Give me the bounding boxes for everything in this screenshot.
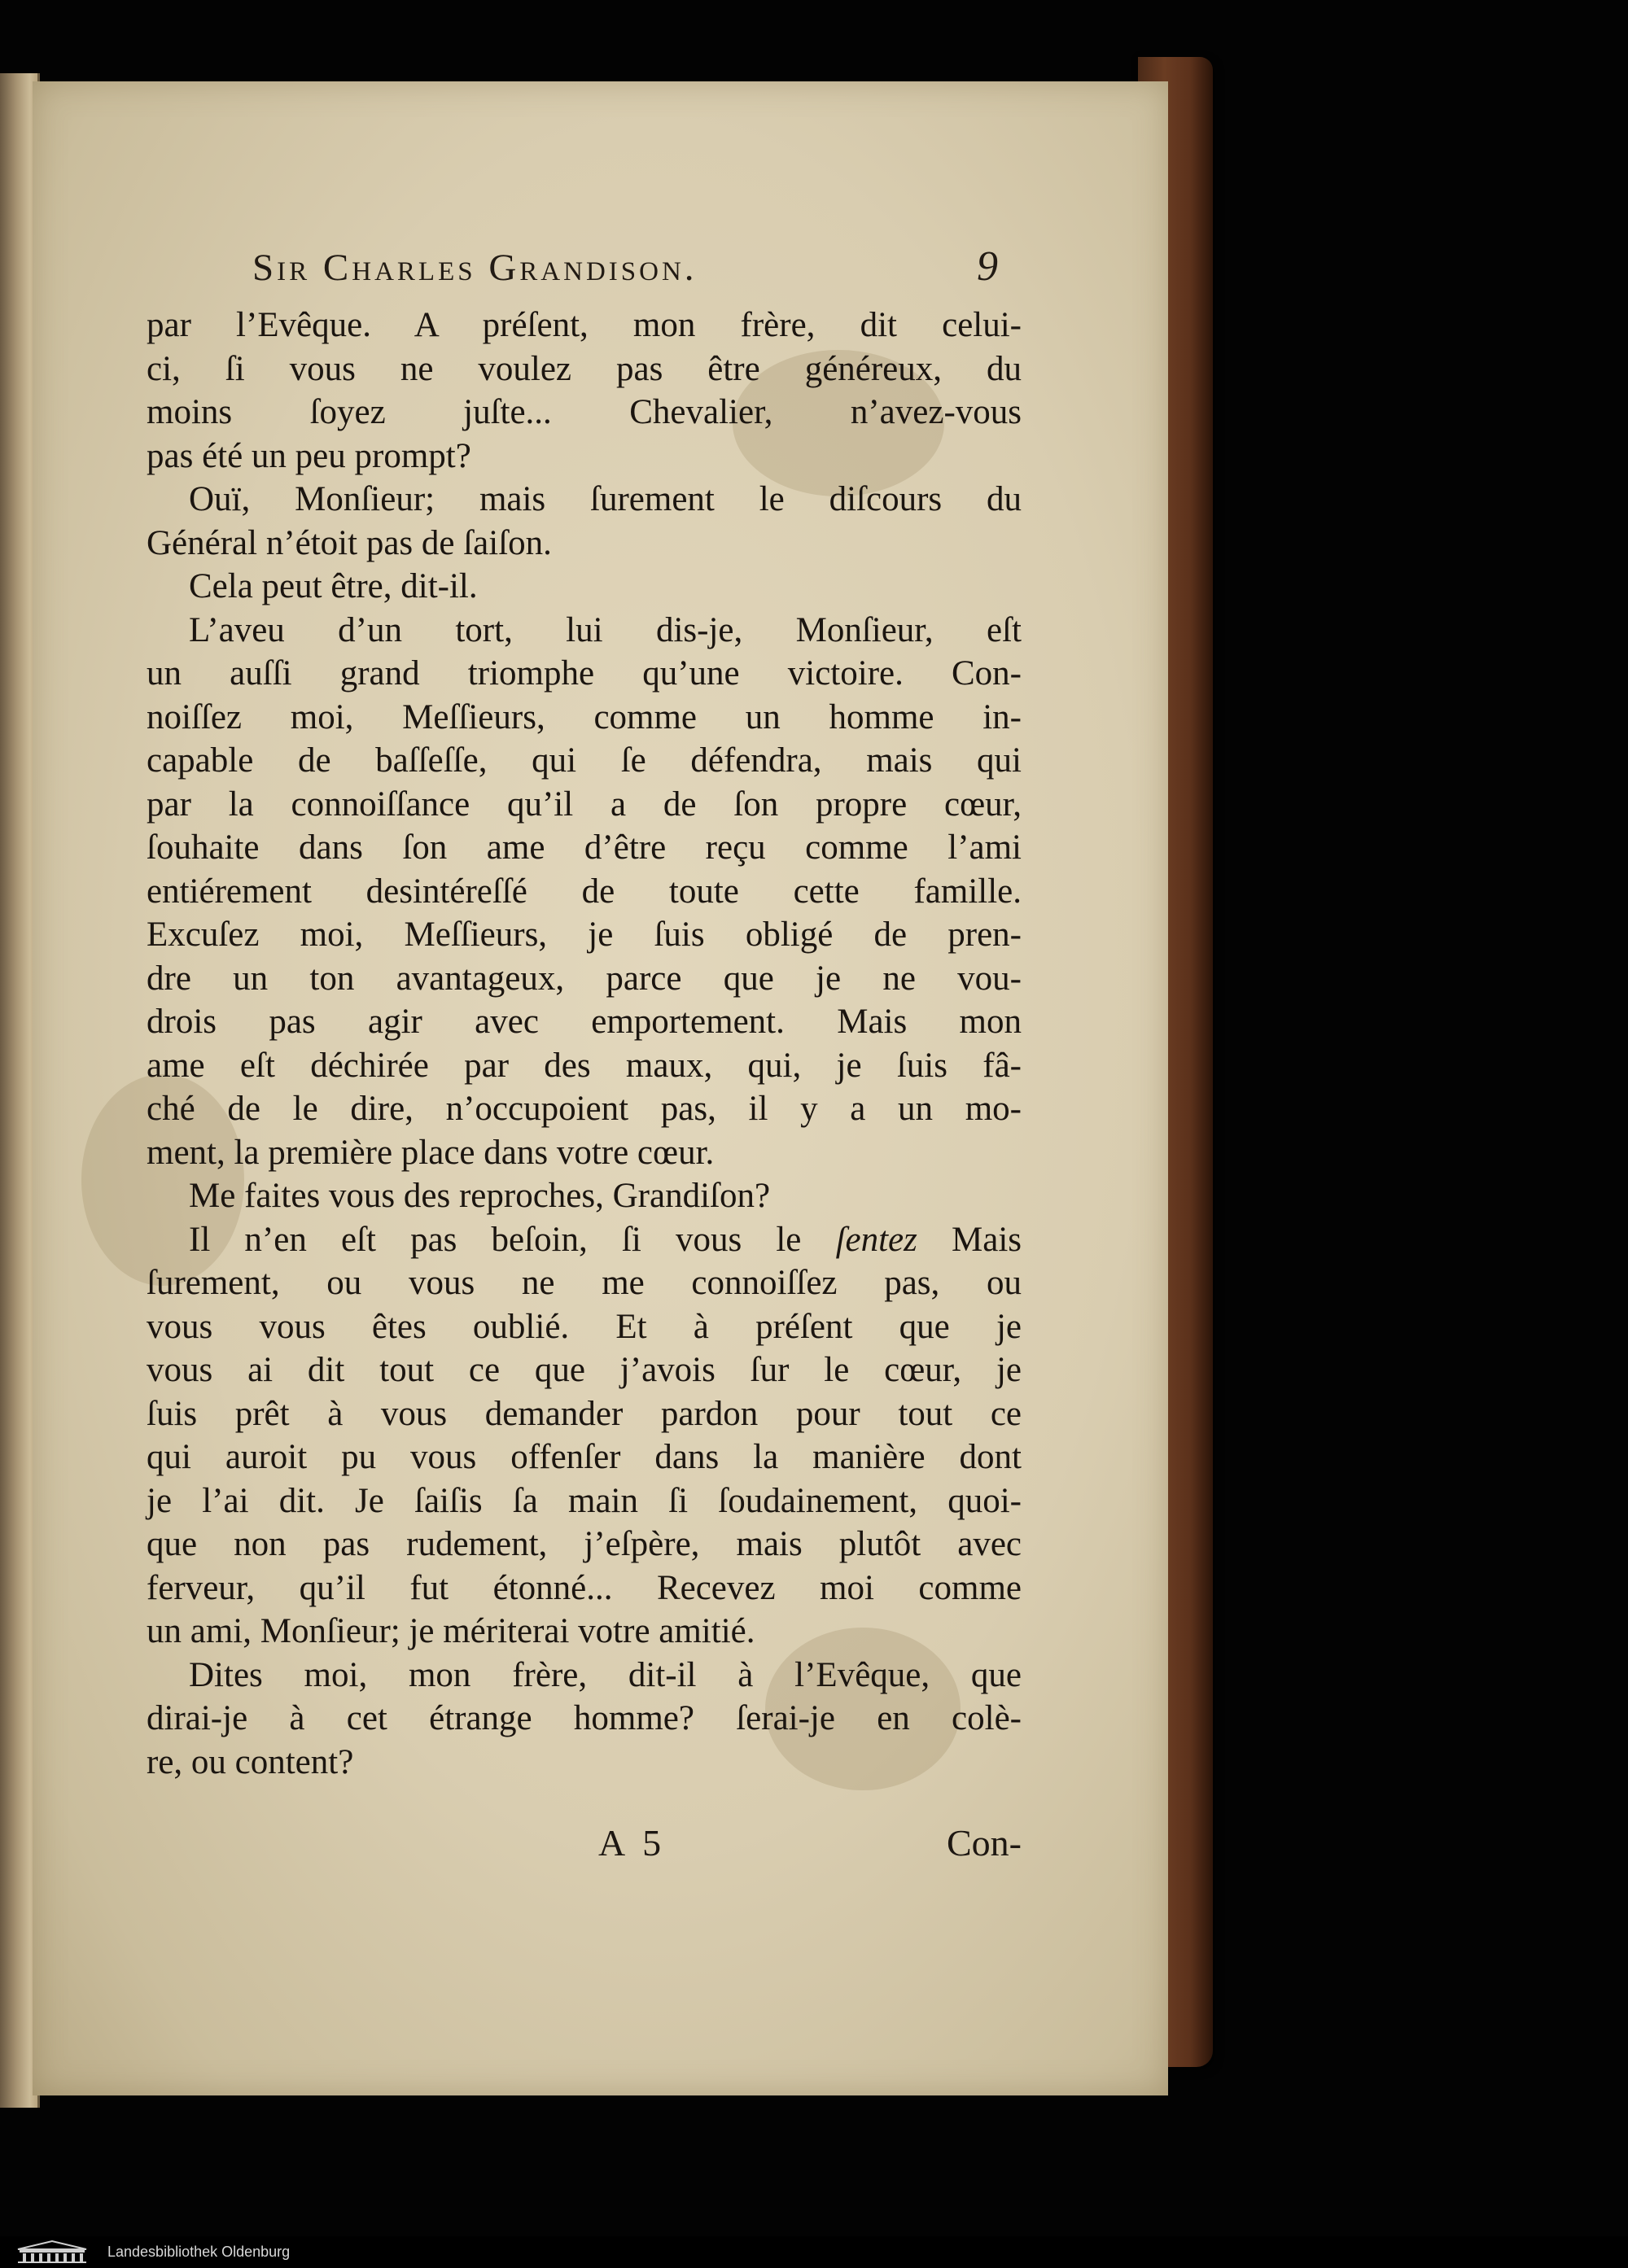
library-building-icon [15, 2240, 90, 2264]
catchword: Con- [947, 1822, 1022, 1864]
text-fragment: Il n’en eſt pas beſoin, ſi vous le [189, 1220, 802, 1259]
book-page [33, 81, 1168, 2095]
text-line: ferveur, qu’il fut étonné... Recevez moi comme [147, 1568, 1022, 1607]
text-line: ché de le dire, n’occupoient pas, il y a un mo- [147, 1090, 1022, 1128]
text-line: ment, la première place dans votre cœur. [147, 1133, 715, 1172]
text-line: entiérement desintéreſſé de toute cette famille. [147, 872, 1022, 911]
text-line: un auſſi grand triomphe qu’une victoire. Con- [147, 654, 1022, 693]
text-line: vous vous êtes oublié. Et à préſent que je [147, 1307, 1022, 1346]
text-line: ſurement, ou vous ne me connoiſſez pas, ou [147, 1264, 1022, 1302]
italic-word: ſentez [835, 1220, 917, 1259]
text-line: que non pas rudement, j’eſpère, mais plutôt avec [147, 1525, 1022, 1563]
page-content [33, 81, 1168, 2095]
text-line: ci, ſi vous ne voulez pas être généreux, du [147, 349, 1022, 388]
text-line: re, ou content? [147, 1742, 354, 1781]
library-footer [0, 2236, 1628, 2268]
text-line: Cela peut être, dit-il. [189, 567, 478, 605]
text-line: Me faites vous des reproches, Grandiſon? [189, 1177, 771, 1215]
text-line: noiſſez moi, Meſſieurs, comme un homme in- [147, 697, 1022, 736]
text-line: un ami, Monſieur; je mériterai votre amitié. [147, 1612, 755, 1650]
text-line: par l’Evêque. A préſent, mon frère, dit celui- [147, 306, 1022, 344]
text-fragment: Mais [917, 1220, 1022, 1259]
text-line: pas été un peu prompt? [147, 436, 471, 475]
page-footer [147, 1821, 1022, 1870]
text-line: qui auroit pu vous offenſer dans la manière dont [147, 1438, 1022, 1476]
running-head: Sir Charles Grandison. [252, 247, 698, 289]
signature-mark: A 5 [598, 1822, 667, 1864]
text-line: Dites moi, mon frère, dit-il à l’Evêque, que [189, 1655, 1022, 1694]
text-line: Général n’étoit pas de ſaiſon. [147, 523, 552, 562]
text-line: L’aveu d’un tort, lui dis-je, Monſieur, eſt [189, 610, 1022, 649]
text-line: Ouï, Monſieur; mais ſurement le diſcours du [189, 480, 1022, 518]
text-line: dirai-je à cet étrange homme? ſerai-je en colè- [147, 1699, 1022, 1737]
text-line: par la connoiſſance qu’il a de ſon propre cœur, [147, 784, 1022, 824]
text-line-with-italic [147, 1218, 1022, 1262]
body-text [147, 304, 1022, 1784]
text-line: Excuſez moi, Meſſieurs, je ſuis obligé de pren- [147, 916, 1022, 954]
text-line: ſouhaite dans ſon ame d’être reçu comme l’ami [147, 828, 1022, 867]
text-line: drois pas agir avec emportement. Mais mon [147, 1003, 1022, 1041]
library-name: Landesbibliothek Oldenburg [107, 2244, 291, 2260]
text-line: ame eſt déchirée par des maux, qui, je ſuis fâ- [147, 1046, 1022, 1085]
page-number: 9 [977, 243, 998, 290]
text-line: dre un ton avantageux, parce que je ne vou- [147, 959, 1022, 998]
text-line: ſuis prêt à vous demander pardon pour tout ce [147, 1394, 1022, 1433]
text-line: vous ai dit tout ce que j’avois ſur le cœur, je [147, 1351, 1022, 1389]
text-line: je l’ai dit. Je ſaiſis ſa main ſi ſoudainement, quoi- [147, 1481, 1022, 1520]
text-line: moins ſoyez juſte... Chevalier, n’avez-vous [147, 393, 1022, 431]
text-line: capable de baſſeſſe, qui ſe défendra, mais qui [147, 741, 1022, 780]
